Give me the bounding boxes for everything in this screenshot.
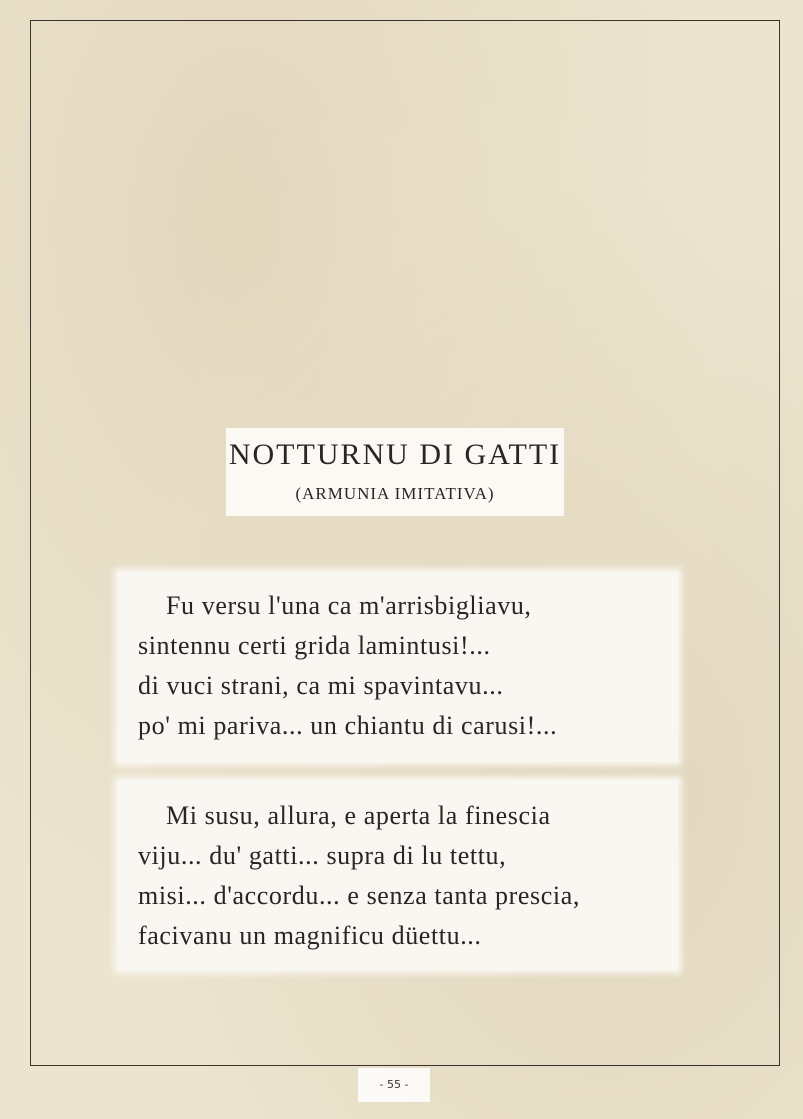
verse-line: sintennu certi grida lamintusi!... bbox=[138, 631, 491, 660]
title-block bbox=[226, 428, 564, 516]
stanza-2 bbox=[118, 780, 678, 970]
verse-line: Mi susu, allura, e aperta la finescia bbox=[166, 801, 551, 830]
poem-title: NOTTURNU DI GATTI bbox=[228, 438, 562, 471]
verse-line: viju... du' gatti... supra di lu tettu, bbox=[138, 841, 507, 870]
page-number: - 55 - bbox=[358, 1068, 430, 1102]
verse-line: po' mi pariva... un chiantu di carusi!... bbox=[138, 711, 558, 740]
verse-line: Fu versu l'una ca m'arrisbigliavu, bbox=[166, 591, 532, 620]
verse-line: facivanu un magnificu düettu... bbox=[138, 921, 482, 950]
verse-line: di vuci strani, ca mi spavintavu... bbox=[138, 671, 504, 700]
stanza-1 bbox=[118, 572, 678, 762]
poem-subtitle: (ARMUNIA IMITATIVA) bbox=[295, 484, 495, 503]
verse-line: misi... d'accordu... e senza tanta prescia, bbox=[138, 881, 580, 910]
